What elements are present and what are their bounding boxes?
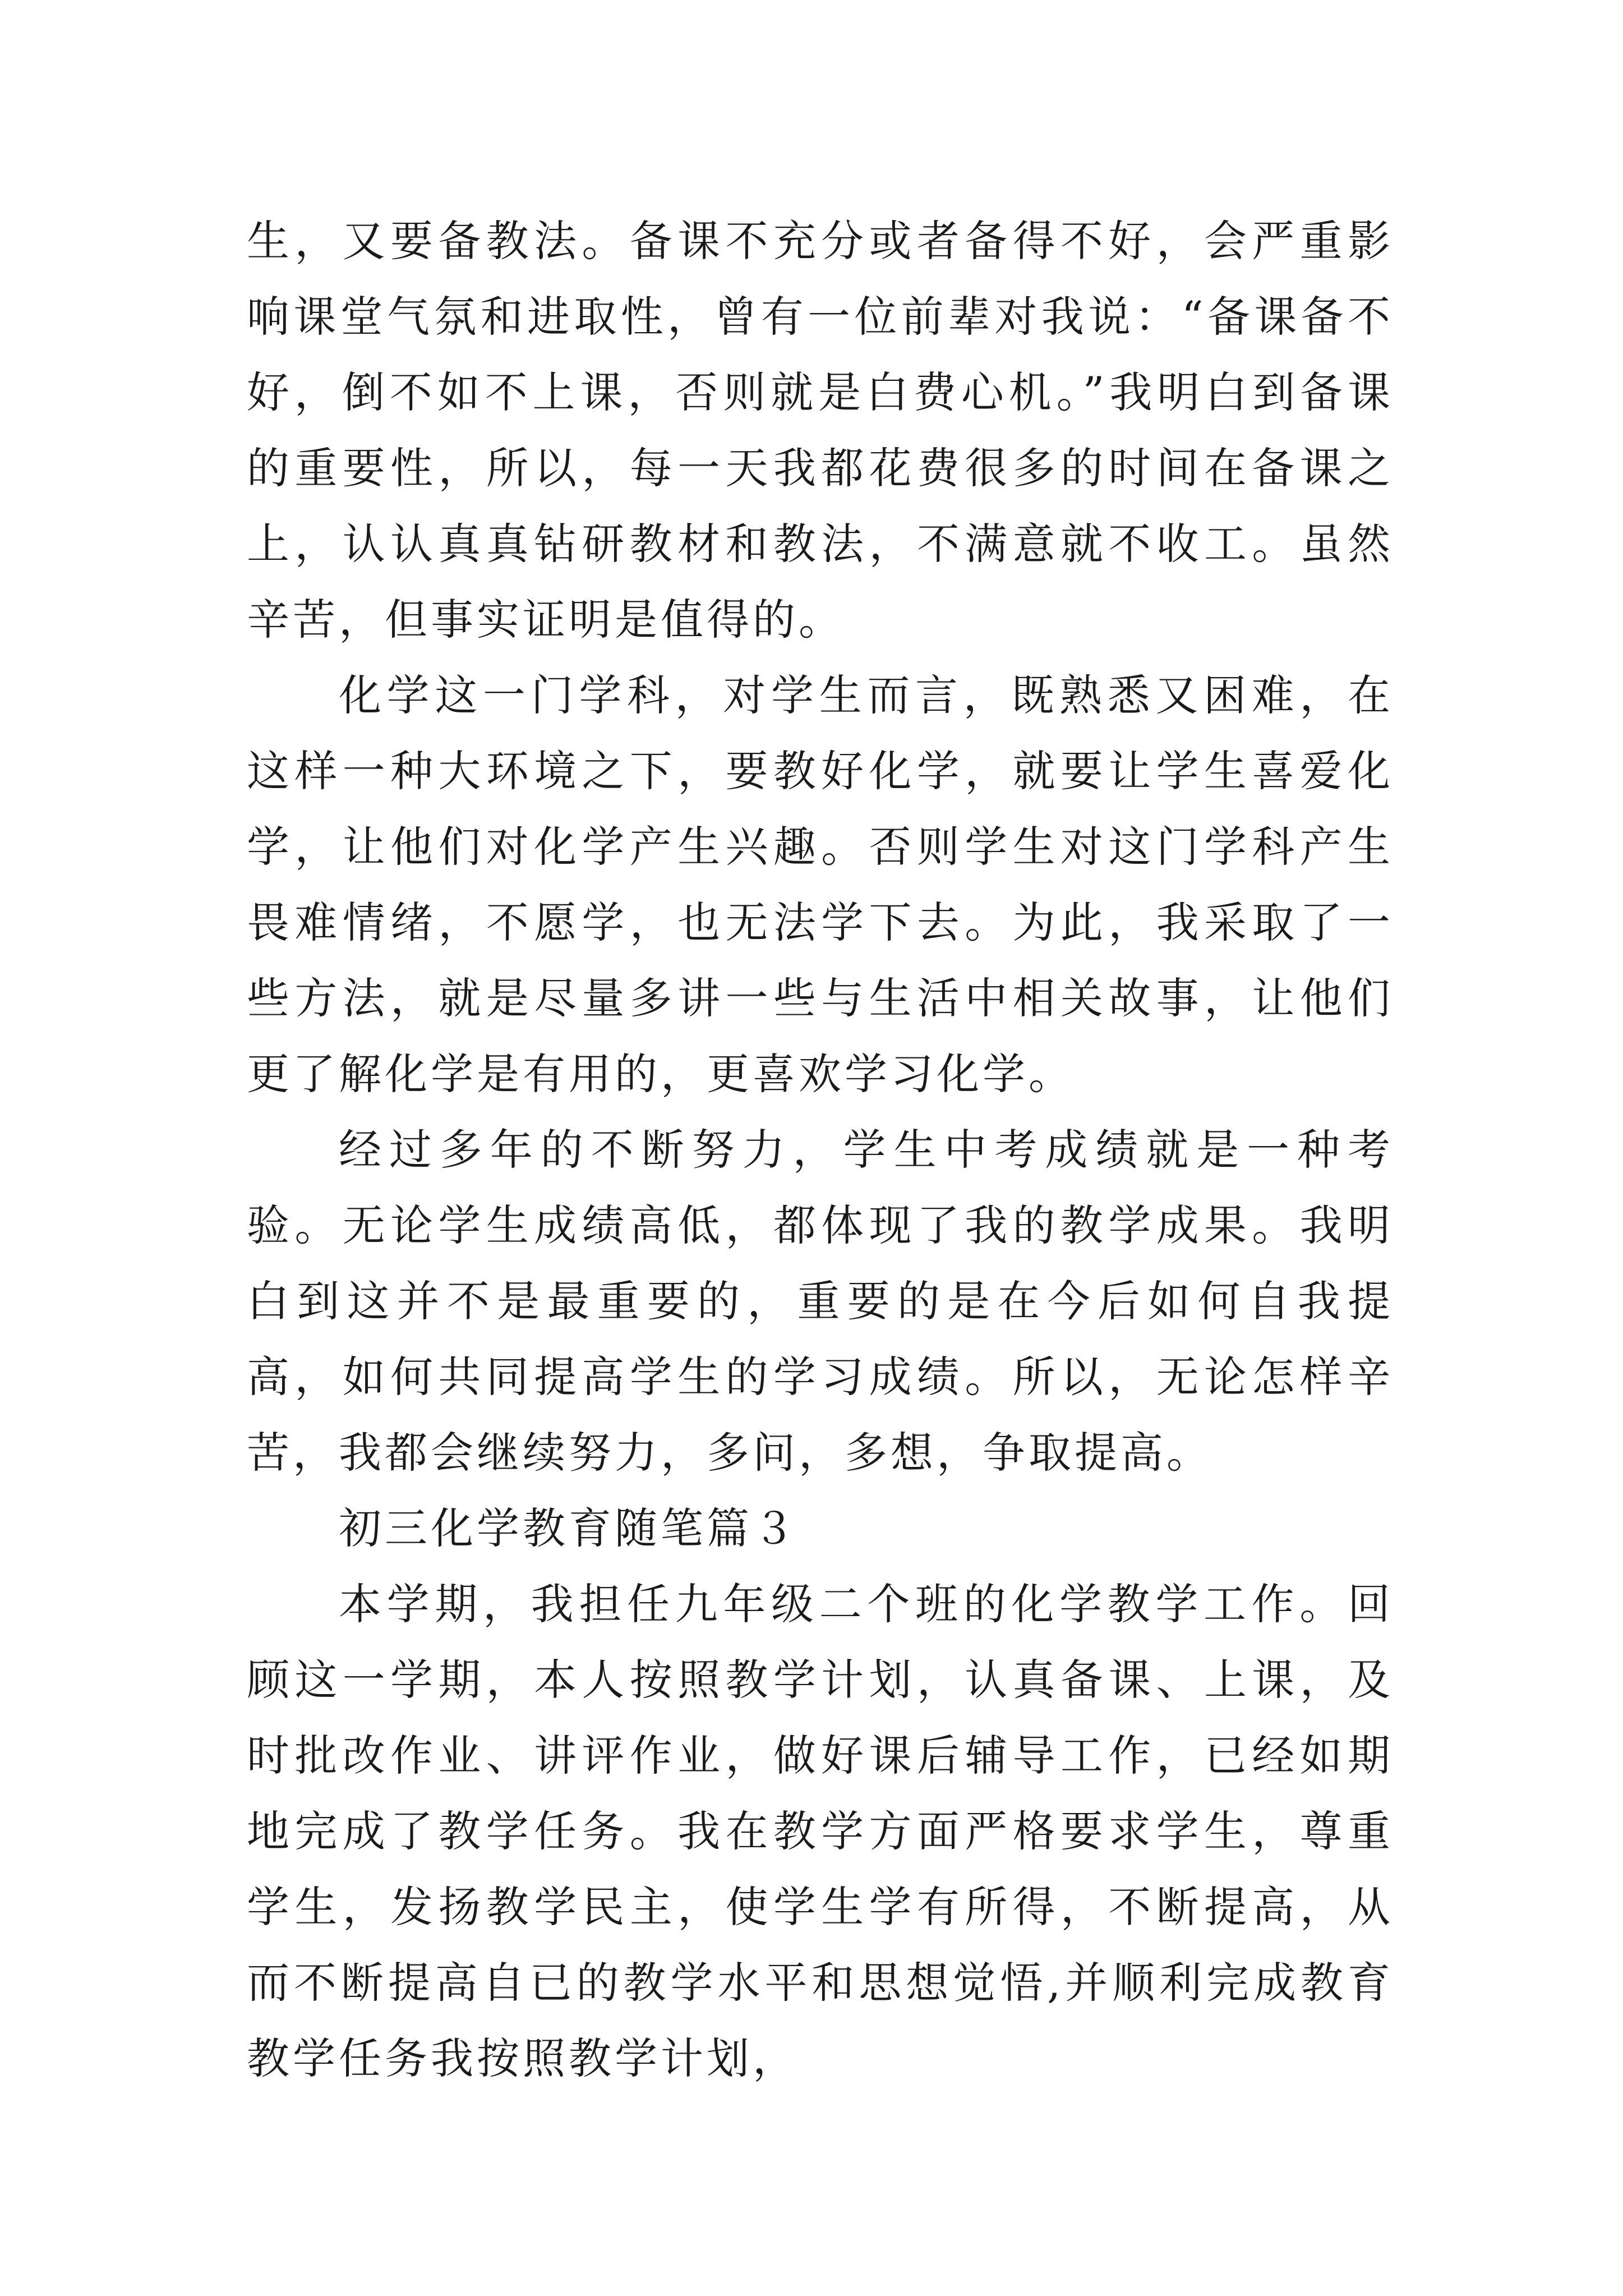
document-body — [247, 203, 1394, 2096]
paragraph-semester: 本学期，我担任九年级二个班的化学教学工作。回顾这一学期，本人按照教学计划，认真备课、上课，及时批改作业、讲评作业，做好课后辅导工作，已经如期地完成了教学任务。我在教学方面严格要求学生，尊重学生，发扬教学民主，使学生学有所得，不断提高，从而不断提高自已的教学水平和思想觉悟,并顺利完成教育教学任务我按照教学计划， — [247, 1579, 1394, 2083]
paragraph-preparation: 生，又要备教法。备课不充分或者备得不好，会严重影响课堂气氛和进取性，曾有一位前辈对我说：“备课备不好，倒不如不上课，否则就是白费心机。”我明白到备课的重要性，所以，每一天我都花费很多的时间在备课之上，认认真真钻研教材和教法，不满意就不收工。虽然辛苦，但事实证明是值得的。 — [247, 216, 1394, 645]
paragraph-interest: 化学这一门学科，对学生而言，既熟悉又困难，在这样一种大环境之下，要教好化学，就要让学生喜爱化学，让他们对化学产生兴趣。否则学生对这门学科产生畏难情绪，不愿学，也无法学下去。为此，我采取了一些方法，就是尽量多讲一些与生活中相关故事，让他们更了解化学是有用的，更喜欢学习化学。 — [247, 670, 1394, 1099]
paragraph-results: 经过多年的不断努力，学生中考成绩就是一种考验。无论学生成绩高低，都体现了我的教学成果。我明白到这并不是最重要的，重要的是在今后如何自我提高，如何共同提高学生的学习成绩。所以，无论怎样辛苦，我都会继续努力，多问，多想，争取提高。 — [247, 1125, 1394, 1478]
section-heading: 初三化学教育随笔篇３ — [339, 1503, 799, 1553]
